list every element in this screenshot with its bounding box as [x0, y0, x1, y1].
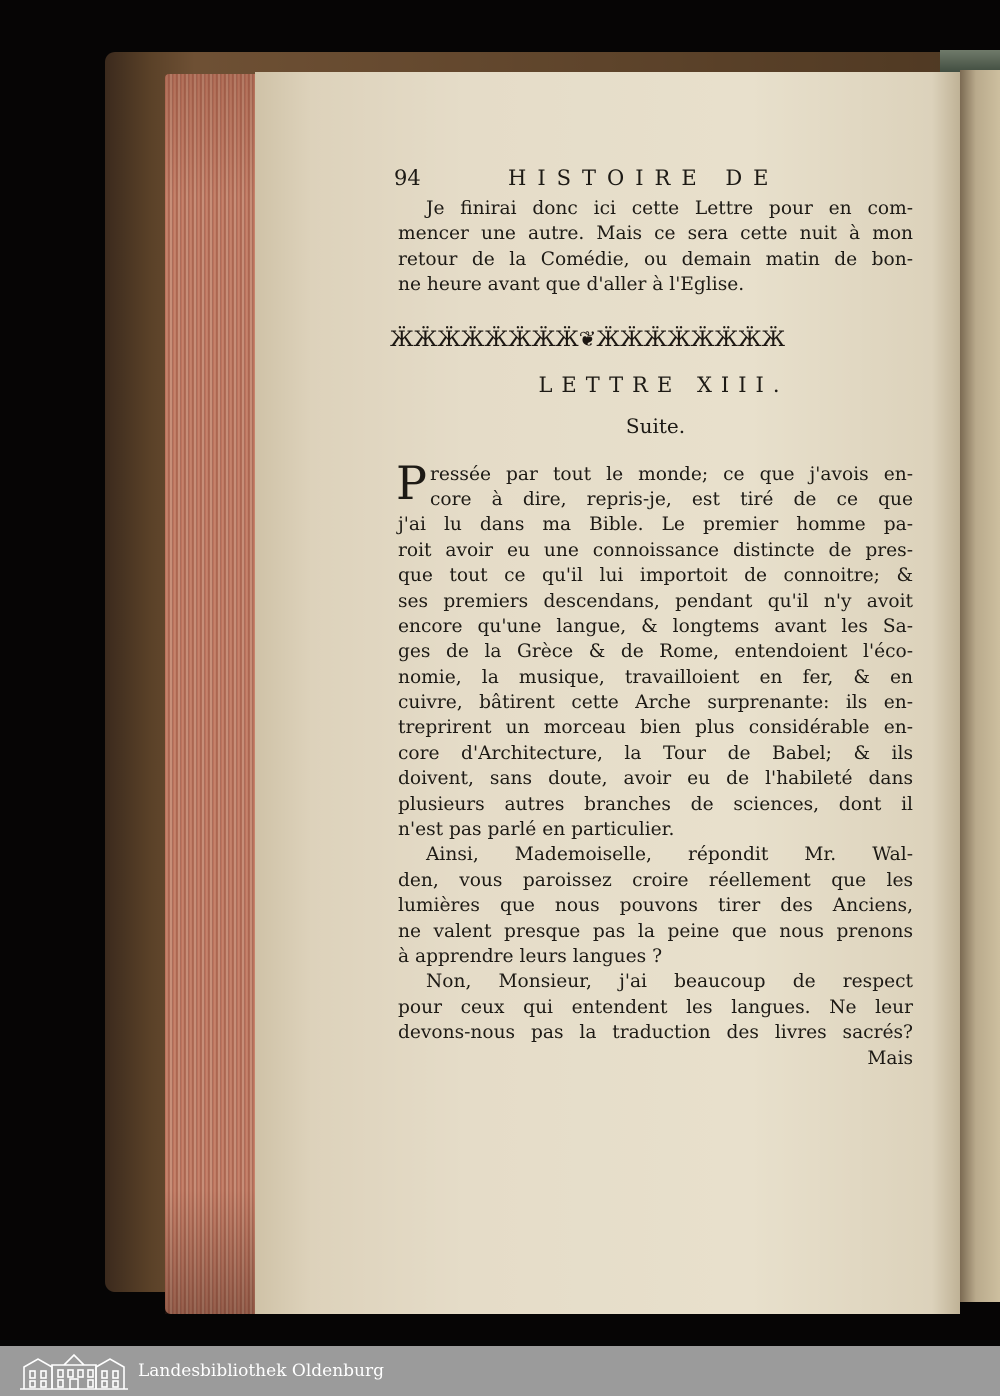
drop-cap: P [396, 455, 427, 510]
text-line: den, vous paroissez croire réellement que les [398, 869, 913, 891]
paragraph-1 [396, 455, 913, 843]
text-line: ges de la Grèce & de Rome, entendoient l'éco- [398, 641, 913, 663]
text-line: roit avoir eu une connoissance distincte de pres- [398, 539, 913, 561]
library-name: Landesbibliothek Oldenburg [138, 1361, 385, 1381]
paragraph-3 [398, 969, 913, 1045]
text-line: core d'Architecture, la Tour de Babel; & ils [398, 742, 913, 764]
text-line: ressée par tout le monde; ce que j'avois en- [430, 463, 913, 485]
text-line: Ainsi, Mademoiselle, répondit Mr. Wal- [426, 844, 913, 866]
text-line: treprirent un morceau bien plus considérable en- [398, 717, 913, 739]
running-head [394, 162, 913, 196]
library-building-icon [18, 1351, 130, 1391]
text-line: retour de la Comédie, ou demain matin de bon- [398, 248, 913, 270]
text-line: doivent, sans doute, avoir eu de l'habileté dans [398, 768, 913, 790]
text-line: Je finirai donc ici cette Lettre pour en com- [426, 198, 913, 219]
letter-subtitle: Suite. [625, 413, 686, 438]
text-line: Non, Monsieur, j'ai beaucoup de respect [426, 971, 913, 993]
page-text [390, 162, 913, 1071]
letter-title: LETTRE XIII. [538, 372, 789, 397]
text-line: ne valent presque pas la peine que nous prenons [398, 920, 913, 942]
catchword: Mais [867, 1047, 913, 1069]
text-line: à apprendre leurs langues ? [398, 945, 663, 967]
paragraph-2 [398, 842, 913, 969]
text-line: plusieurs autres branches de sciences, dont il [398, 793, 913, 815]
text-line: que tout ce qu'il lui importoit de connoitre; & [398, 565, 913, 587]
text-line: ne heure avant que d'aller à l'Eglise. [398, 274, 745, 296]
text-line: lumières que nous pouvons tirer des Anciens, [398, 895, 913, 917]
running-title: HISTOIRE DE [508, 166, 780, 190]
text-line: j'ai lu dans ma Bible. Le premier homme pa- [398, 514, 913, 536]
page-number: 94 [394, 166, 421, 190]
text-line: pour ceux qui entendent les langues. Ne leur [398, 996, 913, 1018]
ornament-divider: ӜӜӜӜӜӜӜӜ❦ӜӜӜӜӜӜӜӜ [390, 326, 786, 351]
footer-bar [0, 1346, 1000, 1396]
text-line: cuivre, bâtirent cette Arche surprenante: ils en- [398, 692, 913, 714]
text-line: ses premiers descendans, pendant qu'il n'y avoit [398, 590, 913, 612]
text-line: mencer une autre. Mais ce sera cette nuit à mon [398, 223, 913, 245]
intro-paragraph [398, 196, 913, 298]
text-line: core à dire, repris-je, est tiré de ce que [430, 488, 913, 510]
facing-page-edge [960, 70, 1000, 1302]
text-line: nomie, la musique, travailloient en fer, & en [398, 666, 913, 688]
text-line: n'est pas parlé en particulier. [398, 819, 675, 841]
text-line: devons-nous pas la traduction des livres sacrés? [398, 1022, 913, 1044]
text-line: encore qu'une langue, & longtems avant les Sa- [398, 615, 913, 637]
